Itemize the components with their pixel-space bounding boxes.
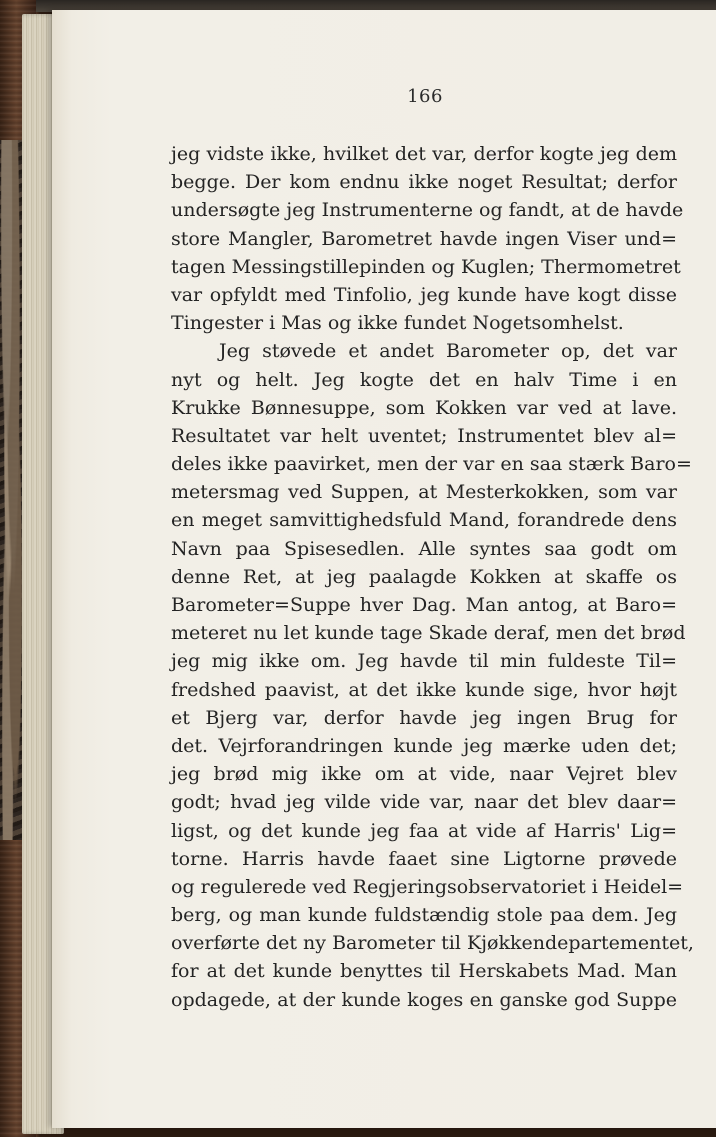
- text-line: opdagede, at der kunde koges en ganske god Suppe: [171, 988, 677, 1011]
- text-line: Jeg støvede et andet Barometer op, det var: [219, 340, 677, 363]
- text-line: et Bjerg var, derfor havde jeg ingen Brug for: [171, 706, 677, 729]
- text-line: Krukke Bønnesuppe, som Kokken var ved at lave.: [171, 396, 677, 419]
- text-line: tagen Messingstillepinden og Kuglen; Thermometret: [171, 255, 681, 278]
- text-line: berg, og man kunde fuldstændig stole paa dem. Jeg: [171, 904, 677, 927]
- text-line: Tingester i Mas og ikke fundet Nogetsomhelst.: [171, 312, 624, 335]
- page-number: 166: [407, 86, 443, 107]
- text-line: Resultatet var helt uventet; Instrumentet blev al=: [171, 424, 677, 447]
- text-line: for at det kunde benyttes til Herskabets Mad. Man: [171, 960, 677, 983]
- text-line: Navn paa Spisesedlen. Alle syntes saa godt om: [171, 537, 677, 560]
- text-line: denne Ret, at jeg paalagde Kokken at skaffe os: [171, 565, 677, 588]
- text-line: torne. Harris havde faaet sine Ligtorne prøvede: [171, 847, 677, 870]
- text-line: deles ikke paavirket, men der var en saa stærk Baro=: [171, 453, 692, 476]
- body-text: [171, 140, 694, 1014]
- text-line: godt; hvad jeg vilde vide var, naar det blev daar=: [171, 791, 677, 814]
- text-line: nyt og helt. Jeg kogte det en halv Time i en: [171, 368, 677, 391]
- text-line: metersmag ved Suppen, at Mesterkokken, som var: [171, 481, 677, 504]
- text-line: jeg vidste ikke, hvilket det var, derfor kogte jeg dem: [171, 143, 677, 165]
- text-line: undersøgte jeg Instrumenterne og fandt, at de havde: [171, 199, 684, 222]
- text-line: en meget samvittighedsfuld Mand, forandrede dens: [171, 509, 677, 532]
- text-line: store Mangler, Barometret havde ingen Viser und=: [171, 227, 677, 250]
- text-line: var opfyldt med Tinfolio, jeg kunde have kogt disse: [171, 283, 677, 306]
- text-line: overførte det ny Barometer til Kjøkkendepartementet,: [171, 932, 694, 955]
- text-line: Barometer=Suppe hver Dag. Man antog, at Baro=: [171, 594, 677, 616]
- text-line: meteret nu let kunde tage Skade deraf, men det brød: [171, 622, 686, 645]
- text-line: jeg brød mig ikke om at vide, naar Vejret blev: [171, 763, 677, 786]
- text-line: begge. Der kom endnu ikke noget Resultat; derfor: [171, 171, 677, 194]
- text-line: det. Vejrforandringen kunde jeg mærke uden det;: [171, 734, 677, 757]
- text-line: fredshed paavist, at det ikke kunde sige, hvor højt: [171, 678, 677, 701]
- text-line: ligst, og det kunde jeg faa at vide af Harris' Lig=: [171, 819, 677, 842]
- text-line: og regulerede ved Regjeringsobservatoriet i Heidel=: [171, 875, 684, 898]
- marbled-cover: [0, 140, 22, 840]
- text-line: jeg mig ikke om. Jeg havde til min fuldeste Til=: [171, 650, 677, 673]
